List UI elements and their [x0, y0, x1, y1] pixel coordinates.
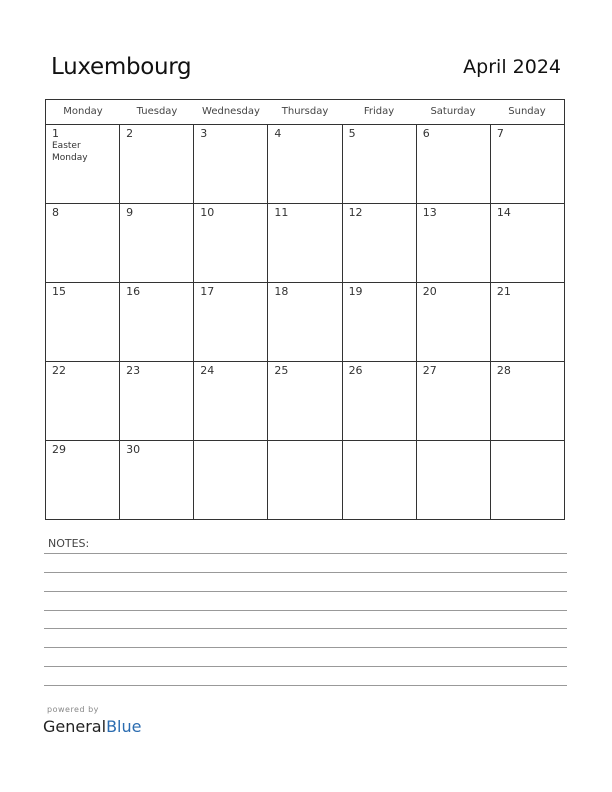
- day-cell[interactable]: [267, 204, 341, 282]
- weekday-header: Saturday: [430, 106, 476, 117]
- day-cell[interactable]: [416, 441, 490, 519]
- day-number: 16: [126, 285, 141, 298]
- week-row: [46, 282, 564, 361]
- weekday-header: Monday: [63, 106, 103, 117]
- powered-by-text: powered by: [47, 705, 99, 714]
- day-cell[interactable]: [46, 362, 119, 440]
- day-cell[interactable]: [490, 362, 564, 440]
- day-number: 15: [52, 285, 66, 298]
- day-cell[interactable]: [119, 283, 193, 361]
- notes-line: [44, 553, 567, 554]
- day-number: 3: [200, 127, 208, 140]
- generalblue-logo[interactable]: [43, 717, 141, 736]
- week-row: [46, 203, 564, 282]
- day-number: 10: [200, 206, 215, 219]
- notes-label: NOTES:: [48, 537, 90, 550]
- day-cell[interactable]: [119, 441, 193, 519]
- day-number: 19: [348, 285, 363, 298]
- day-number: 9: [126, 206, 134, 219]
- weekday-header: Wednesday: [202, 106, 260, 117]
- notes-line: [44, 610, 567, 611]
- day-number: 7: [496, 127, 504, 140]
- day-number: 4: [274, 127, 282, 140]
- day-cell[interactable]: [267, 283, 341, 361]
- day-cell[interactable]: [119, 125, 193, 203]
- notes-line: [44, 685, 567, 686]
- notes-line: [44, 628, 567, 629]
- day-cell[interactable]: [416, 362, 490, 440]
- day-number: 12: [348, 206, 363, 219]
- day-cell[interactable]: [342, 125, 416, 203]
- week-row: [46, 125, 564, 203]
- calendar-month-title: April 2024: [463, 56, 561, 78]
- notes-line: [44, 647, 567, 648]
- day-cell[interactable]: [193, 441, 267, 519]
- day-cell[interactable]: [342, 204, 416, 282]
- notes-line: [44, 666, 567, 667]
- calendar-weeks: [46, 125, 564, 519]
- notes-line: [44, 572, 567, 573]
- day-cell[interactable]: [46, 283, 119, 361]
- calendar-country-title: Luxembourg: [51, 54, 192, 80]
- day-number: 20: [422, 285, 437, 298]
- day-cell[interactable]: [490, 441, 564, 519]
- day-cell[interactable]: [267, 441, 341, 519]
- day-number: 27: [422, 364, 437, 377]
- day-cell[interactable]: [267, 362, 341, 440]
- day-number: 25: [274, 364, 289, 377]
- day-number: 1: [52, 127, 59, 140]
- day-number: 13: [422, 206, 437, 219]
- weekday-header: Friday: [363, 106, 395, 117]
- day-number: 22: [52, 364, 66, 377]
- day-cell[interactable]: [490, 204, 564, 282]
- day-number: 11: [274, 206, 289, 219]
- brand-general: General: [43, 717, 107, 736]
- day-cell[interactable]: [416, 204, 490, 282]
- day-number: 21: [496, 285, 511, 298]
- day-cell[interactable]: [46, 125, 119, 203]
- notes-line: [44, 591, 567, 592]
- day-cell[interactable]: [46, 441, 119, 519]
- day-number: 30: [126, 443, 141, 456]
- day-cell[interactable]: [416, 283, 490, 361]
- day-number: 18: [274, 285, 289, 298]
- day-cell[interactable]: [342, 441, 416, 519]
- weekday-header: Tuesday: [136, 106, 178, 117]
- day-number: 6: [422, 127, 430, 140]
- day-cell[interactable]: [119, 204, 193, 282]
- weekday-header-row: [46, 100, 564, 125]
- day-cell[interactable]: [193, 125, 267, 203]
- day-cell[interactable]: [193, 204, 267, 282]
- week-row: [46, 440, 564, 519]
- day-cell[interactable]: [490, 125, 564, 203]
- day-cell[interactable]: [416, 125, 490, 203]
- day-number: 5: [348, 127, 356, 140]
- brand-blue: Blue: [106, 717, 142, 736]
- day-cell[interactable]: [267, 125, 341, 203]
- day-number: 14: [496, 206, 511, 219]
- weekday-header: Sunday: [508, 106, 546, 117]
- day-number: 24: [200, 364, 215, 377]
- day-number: 17: [200, 285, 215, 298]
- day-number: 8: [52, 206, 59, 219]
- holiday-label: Easter Monday: [52, 141, 88, 163]
- day-number: 23: [126, 364, 141, 377]
- week-row: [46, 361, 564, 440]
- day-cell[interactable]: [119, 362, 193, 440]
- day-cell[interactable]: [46, 204, 119, 282]
- weekday-header: Thursday: [281, 106, 329, 117]
- day-cell[interactable]: [193, 362, 267, 440]
- day-cell[interactable]: [342, 362, 416, 440]
- day-cell[interactable]: [490, 283, 564, 361]
- day-number: 28: [496, 364, 511, 377]
- day-cell[interactable]: [342, 283, 416, 361]
- day-number: 29: [52, 443, 66, 456]
- calendar-grid: [45, 99, 565, 520]
- day-cell[interactable]: [193, 283, 267, 361]
- day-number: 2: [126, 127, 134, 140]
- day-number: 26: [348, 364, 363, 377]
